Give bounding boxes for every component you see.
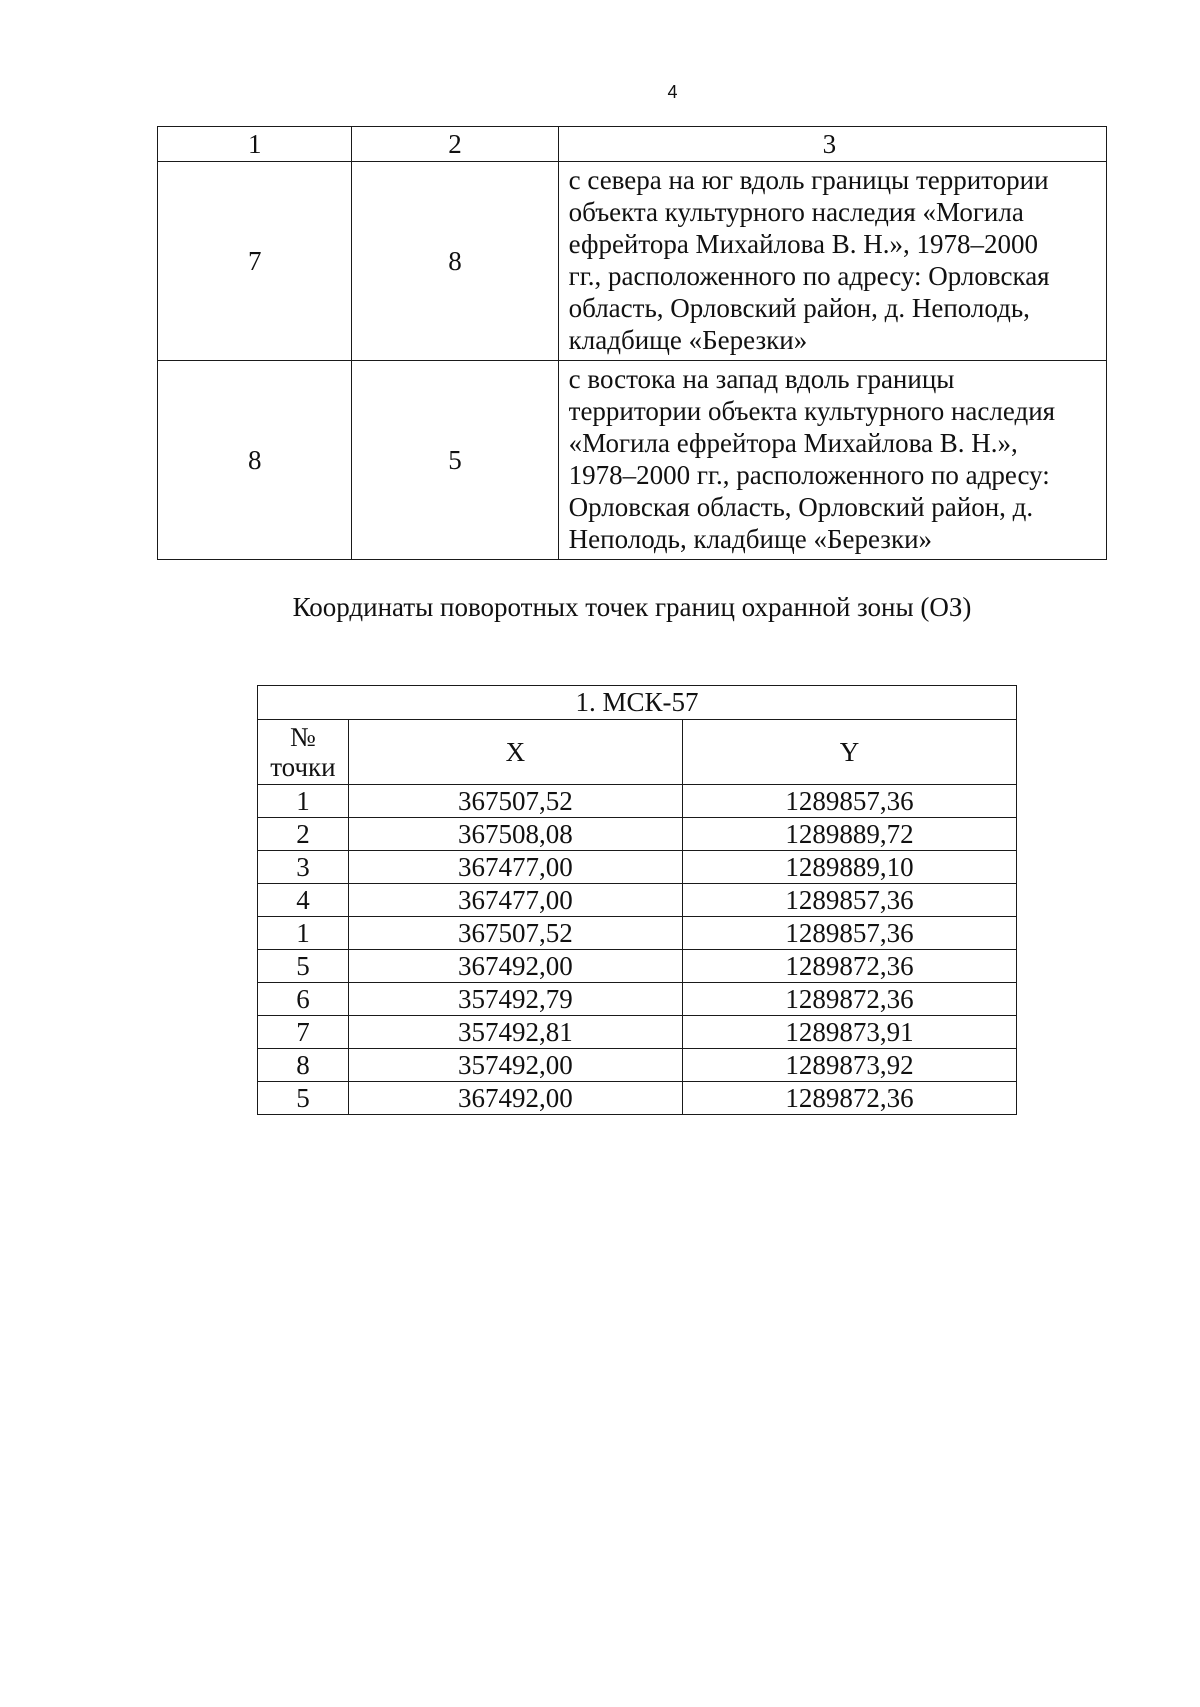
- x-coordinate-cell: 367492,00: [348, 950, 682, 983]
- y-coordinate-cell: 1289873,91: [682, 1016, 1016, 1049]
- table-header-row: [158, 127, 1107, 162]
- table-row: [258, 785, 1017, 818]
- y-coordinate-cell: 1289889,72: [682, 818, 1016, 851]
- segment-description: [558, 361, 1106, 560]
- header-cell: 3: [558, 127, 1106, 162]
- description-line: с востока на запад вдоль границы: [568, 364, 955, 394]
- point-number-cell: 4: [258, 884, 349, 917]
- boundary-segments-table: [157, 126, 1107, 560]
- table-row: [258, 983, 1017, 1016]
- table-header-row: [258, 720, 1017, 785]
- page-number: 4: [667, 82, 678, 102]
- y-coordinate-cell: 1289872,36: [682, 983, 1016, 1016]
- table-row: [258, 851, 1017, 884]
- coordinate-system-label: 1. МСК-57: [258, 686, 1017, 720]
- x-coordinate-cell: 367507,52: [348, 785, 682, 818]
- description-line: с севера на юг вдоль границы территории: [568, 165, 1049, 195]
- point-number-cell: 3: [258, 851, 349, 884]
- description-line: гг., расположенного по адресу: Орловская: [568, 261, 1050, 291]
- point-number-cell: 1: [258, 917, 349, 950]
- point-number-cell: 8: [258, 1049, 349, 1082]
- y-coordinate-cell: 1289872,36: [682, 1082, 1016, 1115]
- table-row: [258, 1016, 1017, 1049]
- description-line: 1978–2000 гг., расположенного по адресу:: [568, 460, 1050, 490]
- y-coordinate-cell: 1289889,10: [682, 851, 1016, 884]
- description-line: территории объекта культурного наследия: [568, 396, 1056, 426]
- segment-to-point: 5: [352, 361, 558, 560]
- y-coordinate-cell: 1289873,92: [682, 1049, 1016, 1082]
- y-coordinate-cell: 1289857,36: [682, 785, 1016, 818]
- point-number-header: [258, 720, 349, 785]
- description-line: ефрейтора Михайлова В. Н.», 1978–2000: [568, 229, 1038, 259]
- table-row: [258, 1082, 1017, 1115]
- x-coordinate-cell: 357492,00: [348, 1049, 682, 1082]
- y-coordinate-cell: 1289857,36: [682, 917, 1016, 950]
- header-cell: 2: [352, 127, 558, 162]
- point-number-header-line: №: [290, 722, 316, 752]
- description-line: «Могила ефрейтора Михайлова В. Н.»,: [568, 428, 1018, 458]
- table-row: [158, 361, 1107, 560]
- description-line: Орловская область, Орловский район, д.: [568, 492, 1034, 522]
- segment-from-point: 7: [158, 162, 352, 361]
- point-number-cell: 5: [258, 950, 349, 983]
- description-line: объекта культурного наследия «Могила: [568, 197, 1024, 227]
- segment-to-point: 8: [352, 162, 558, 361]
- x-coordinate-cell: 367507,52: [348, 917, 682, 950]
- coordinate-rows: [258, 785, 1017, 1115]
- point-number-cell: 2: [258, 818, 349, 851]
- point-number-cell: 5: [258, 1082, 349, 1115]
- table-row: [258, 884, 1017, 917]
- point-number-header-line: точки: [270, 752, 336, 782]
- table-row: [258, 818, 1017, 851]
- x-coordinate-cell: 367477,00: [348, 851, 682, 884]
- table-row: [258, 950, 1017, 983]
- description-line: Неполодь, кладбище «Березки»: [568, 524, 933, 554]
- coordinates-table: [257, 685, 1017, 1115]
- table-row: [158, 162, 1107, 361]
- table-row: [258, 1049, 1017, 1082]
- x-coordinate-cell: 367508,08: [348, 818, 682, 851]
- x-header: X: [348, 720, 682, 785]
- point-number-cell: 7: [258, 1016, 349, 1049]
- description-line: область, Орловский район, д. Неполодь,: [568, 293, 1030, 323]
- section-title: Координаты поворотных точек границ охранной зоны (ОЗ): [292, 592, 972, 622]
- y-header: Y: [682, 720, 1016, 785]
- point-number-cell: 1: [258, 785, 349, 818]
- coordinate-system-row: [258, 686, 1017, 720]
- y-coordinate-cell: 1289872,36: [682, 950, 1016, 983]
- x-coordinate-cell: 367492,00: [348, 1082, 682, 1115]
- y-coordinate-cell: 1289857,36: [682, 884, 1016, 917]
- segment-description: [558, 162, 1106, 361]
- x-coordinate-cell: 357492,79: [348, 983, 682, 1016]
- table-row: [258, 917, 1017, 950]
- segment-from-point: 8: [158, 361, 352, 560]
- description-line: кладбище «Березки»: [568, 325, 808, 355]
- point-number-cell: 6: [258, 983, 349, 1016]
- x-coordinate-cell: 357492,81: [348, 1016, 682, 1049]
- header-cell: 1: [158, 127, 352, 162]
- x-coordinate-cell: 367477,00: [348, 884, 682, 917]
